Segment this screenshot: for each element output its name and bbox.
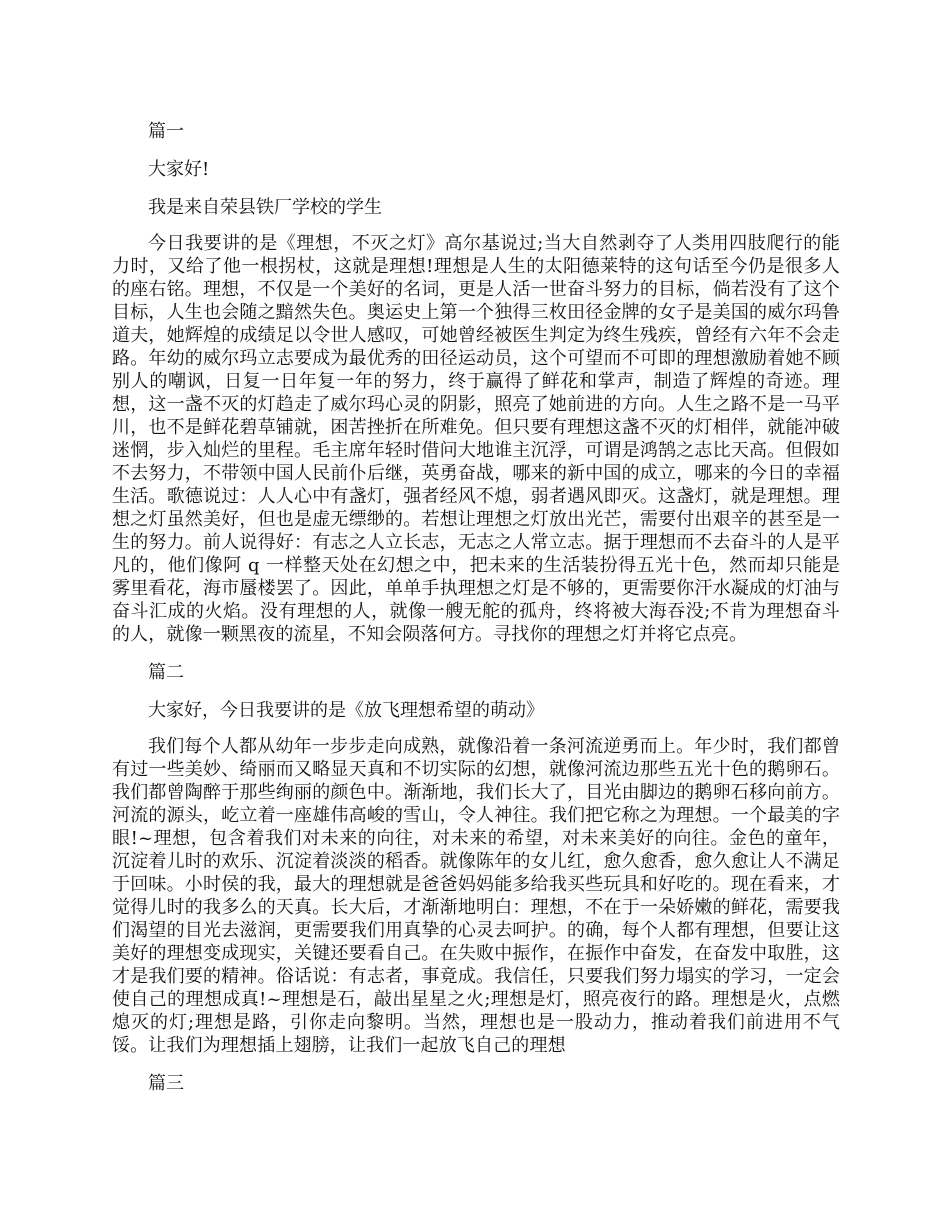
section-title-3: 篇三	[148, 1073, 184, 1094]
document-content	[112, 118, 840, 1108]
section-title-2: 篇二	[148, 662, 184, 683]
section-body-1: 今日我要讲的是《理想，不灭之灯》高尔基说过;当大自然剥夺了人类用四肢爬行的能力时，又给了他一根拐杖，这就是理想!理想是人生的太阳德莱特的这句话至今仍是很多人的座右铭。理想，不仅是一个美好的名词，更是人活一世奋斗努力的目标，倘若没有了这个目标，人生也会随之黯然失色。奥运史上第一个独得三枚田径金牌的女子是美国的威尔玛鲁道夫，她辉煌的成绩足以令世人感叹，可她曾经被医生判定为终生残疾，曾经有六年不会走路。年幼的威尔玛立志要成为最优秀的田径运动员，这个可望而不可即的理想激励着她不顾别人的嘲讽，日复一日年复一年的努力，终于赢得了鲜花和掌声，制造了辉煌的奇迹。理想，这一盏不灭的灯趋走了威尔玛心灵的阴影，照亮了她前进的方向。人生之路不是一马平川，也不是鲜花碧草铺就，困苦挫折在所难免。但只要有理想这盏不灭的灯相伴，就能冲破迷惘，步入灿烂的里程。毛主席年轻时借问大地谁主沉浮，可谓是鸿鹄之志比天高。但假如不去努力，不带领中国人民前仆后继，英勇奋战，哪来的新中国的成立，哪来的今日的幸福生活。歌德说过：人人心中有盏灯，强者经风不熄，弱者遇风即灭。这盏灯，就是理想。理想之灯虽然美好，但也是虚无缥缈的。若想让理想之灯放出光芒，需要付出艰辛的甚至是一生的努力。前人说得好：有志之人立长志，无志之人常立志。据于理想而不去奋斗的人是平凡的，他们像阿 q 一样整天处在幻想之中，把未来的生活装扮得五光十色，然而却只能是雾里看花，海市蜃楼罢了。因此，单单手执理想之灯是不够的，更需要你汗水凝成的灯油与奋斗汇成的火焰。没有理想的人，就像一艘无舵的孤舟，终将被大海吞没;不肯为理想奋斗的人，就像一颗黑夜的流星，不知会陨落何方。寻找你的理想之灯并将它点亮。	[112, 233, 840, 645]
section-body-2: 我们每个人都从幼年一步步走向成熟，就像沿着一条河流逆勇而上。年少时，我们都曾有过一些美妙、绮丽而又略显天真和不切实际的幻想，就像河流边那些五光十色的鹅卵石。我们都曾陶醉于那些绚丽的颜色中。渐渐地，我们长大了，目光由脚边的鹅卵石移向前方。河流的源头，屹立着一座雄伟高峻的雪山，令人神往。我们把它称之为理想。一个最美的字眼!~理想，包含着我们对未来的向往，对未来的希望，对未来美好的向往。金色的童年，沉淀着儿时的欢乐、沉淀着淡淡的稻香。就像陈年的女儿红，愈久愈香，愈久愈让人不满足于回味。小时侯的我，最大的理想就是爸爸妈妈能多给我买些玩具和好吃的。现在看来，才觉得儿时的我多么的天真。长大后，才渐渐地明白：理想，不在于一朵娇嫩的鲜花，需要我们渴望的目光去滋润，更需要我们用真挚的心灵去呵护。的确，每个人都有理想，但要让这美好的理想变成现实，关键还要看自己。在失败中振作，在振作中奋发，在奋发中取胜，这才是我们要的精神。俗话说：有志者，事竟成。我信任，只要我们努力塌实的学习，一定会使自己的理想成真!~理想是石，敲出星星之火;理想是灯，照亮夜行的路。理想是火，点燃熄灭的灯;理想是路，引你走向黎明。当然，理想也是一股动力，推动着我们前进用不气馁。让我们为理想插上翅膀，让我们一起放飞自己的理想	[112, 736, 840, 1056]
section-title-1: 篇一	[148, 121, 184, 142]
greeting-line-2: 大家好，今日我要讲的是《放飞理想希望的萌动》	[148, 700, 544, 721]
intro-line: 我是来自荣县铁厂学校的学生	[148, 197, 382, 218]
greeting-line: 大家好!	[148, 159, 210, 180]
